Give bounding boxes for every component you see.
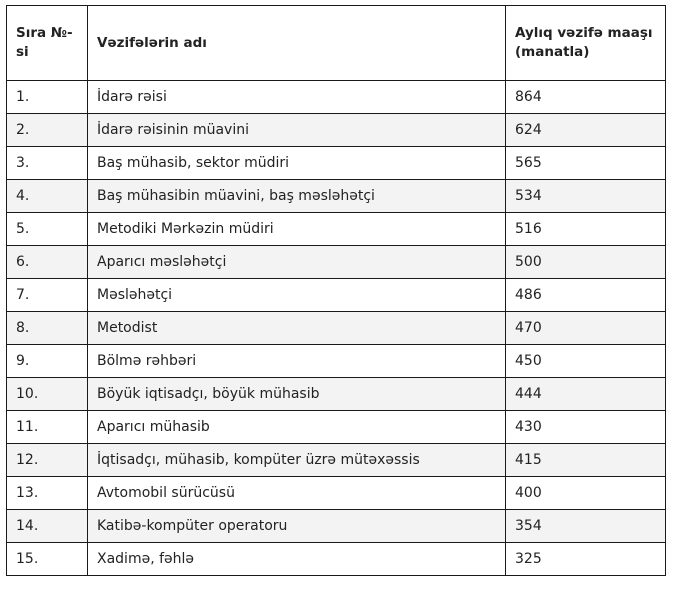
header-number: Sıra №-si: [7, 6, 88, 81]
row-number-cell: 4.: [7, 180, 88, 213]
position-title-cell: Baş mühasib, sektor müdiri: [88, 147, 506, 180]
row-number-cell: 12.: [7, 444, 88, 477]
salary-cell: 534: [506, 180, 666, 213]
table-body: [7, 81, 666, 576]
row-number-cell: 5.: [7, 213, 88, 246]
table-row: [7, 279, 666, 312]
salary-table-container: [6, 5, 665, 576]
salary-table: [6, 5, 666, 576]
salary-cell: 864: [506, 81, 666, 114]
position-title-cell: Aparıcı mühasib: [88, 411, 506, 444]
salary-cell: 415: [506, 444, 666, 477]
table-row: [7, 114, 666, 147]
header-monthly-salary: Aylıq vəzifə maaşı (manatla): [506, 6, 666, 81]
table-row: [7, 345, 666, 378]
position-title-cell: Xadimə, fəhlə: [88, 543, 506, 576]
position-title-cell: Metodist: [88, 312, 506, 345]
position-title-cell: Böyük iqtisadçı, böyük mühasib: [88, 378, 506, 411]
salary-cell: 516: [506, 213, 666, 246]
row-number-cell: 14.: [7, 510, 88, 543]
header-position-title: Vəzifələrin adı: [88, 6, 506, 81]
table-row: [7, 180, 666, 213]
position-title-cell: Katibə-kompüter operatoru: [88, 510, 506, 543]
row-number-cell: 7.: [7, 279, 88, 312]
row-number-cell: 6.: [7, 246, 88, 279]
row-number-cell: 8.: [7, 312, 88, 345]
row-number-cell: 1.: [7, 81, 88, 114]
position-title-cell: İdarə rəisinin müavini: [88, 114, 506, 147]
table-row: [7, 246, 666, 279]
salary-cell: 450: [506, 345, 666, 378]
row-number-cell: 3.: [7, 147, 88, 180]
row-number-cell: 2.: [7, 114, 88, 147]
table-row: [7, 378, 666, 411]
table-row: [7, 510, 666, 543]
table-row: [7, 411, 666, 444]
position-title-cell: Aparıcı məsləhətçi: [88, 246, 506, 279]
row-number-cell: 13.: [7, 477, 88, 510]
table-row: [7, 312, 666, 345]
position-title-cell: Bölmə rəhbəri: [88, 345, 506, 378]
salary-cell: 470: [506, 312, 666, 345]
table-header-row: [7, 6, 666, 81]
salary-cell: 400: [506, 477, 666, 510]
row-number-cell: 10.: [7, 378, 88, 411]
salary-cell: 486: [506, 279, 666, 312]
row-number-cell: 15.: [7, 543, 88, 576]
position-title-cell: Avtomobil sürücüsü: [88, 477, 506, 510]
table-row: [7, 81, 666, 114]
table-row: [7, 147, 666, 180]
salary-cell: 430: [506, 411, 666, 444]
table-row: [7, 543, 666, 576]
position-title-cell: Metodiki Mərkəzin müdiri: [88, 213, 506, 246]
salary-cell: 500: [506, 246, 666, 279]
table-row: [7, 477, 666, 510]
row-number-cell: 11.: [7, 411, 88, 444]
position-title-cell: İqtisadçı, mühasib, kompüter üzrə mütəxəssis: [88, 444, 506, 477]
position-title-cell: Baş mühasibin müavini, baş məsləhətçi: [88, 180, 506, 213]
salary-cell: 444: [506, 378, 666, 411]
salary-cell: 325: [506, 543, 666, 576]
salary-cell: 354: [506, 510, 666, 543]
salary-cell: 624: [506, 114, 666, 147]
position-title-cell: İdarə rəisi: [88, 81, 506, 114]
salary-cell: 565: [506, 147, 666, 180]
row-number-cell: 9.: [7, 345, 88, 378]
table-row: [7, 213, 666, 246]
position-title-cell: Məsləhətçi: [88, 279, 506, 312]
table-row: [7, 444, 666, 477]
